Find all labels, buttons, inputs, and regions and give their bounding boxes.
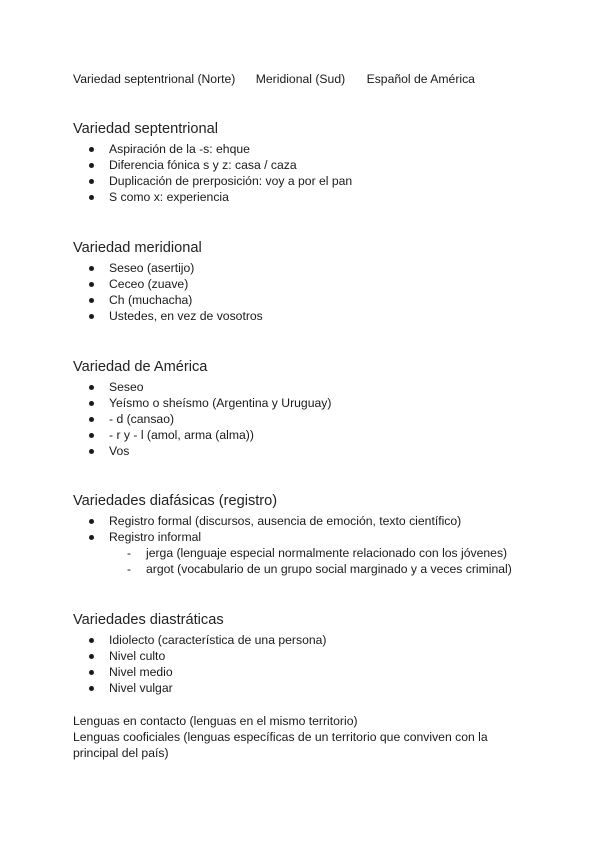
list-item: Idiolecto (característica de una persona) bbox=[73, 632, 553, 648]
bullet-icon bbox=[89, 163, 94, 168]
bullet-icon bbox=[89, 519, 94, 524]
bullet-icon bbox=[89, 670, 94, 675]
bullet-list bbox=[73, 632, 553, 696]
sub-list-item: - jerga (lenguaje especial normalmente relacionado con los jóvenes) bbox=[127, 546, 508, 560]
section-title: Variedades diastráticas bbox=[73, 612, 224, 628]
list-item: Ceceo (zuave) bbox=[73, 276, 553, 292]
bullet-list bbox=[73, 379, 553, 459]
bullet-list bbox=[73, 513, 553, 577]
list-item: Registro informal bbox=[73, 529, 553, 545]
list-item: Ustedes, en vez de vosotros bbox=[73, 308, 553, 324]
list-item: - d (cansao) bbox=[73, 411, 553, 427]
bullet-icon bbox=[89, 314, 94, 319]
list-item: Registro formal (discursos, ausencia de emoción, texto científico) bbox=[73, 513, 553, 529]
bullet-icon bbox=[89, 433, 94, 438]
list-item: Yeísmo o sheísmo (Argentina y Uruguay) bbox=[73, 395, 553, 411]
section-title: Variedad de América bbox=[73, 359, 208, 375]
bullet-icon bbox=[89, 686, 94, 691]
bullet-icon bbox=[89, 266, 94, 271]
list-item: Duplicación de prerposición: voy a por el pan bbox=[73, 173, 553, 189]
header-col-america: Español de América bbox=[366, 72, 475, 86]
bullet-icon bbox=[89, 179, 94, 184]
bullet-icon bbox=[89, 401, 94, 406]
list-item: Nivel culto bbox=[73, 648, 553, 664]
section-title: Variedad septentrional bbox=[73, 121, 218, 137]
section-america bbox=[73, 358, 553, 459]
section-diastraticas bbox=[73, 611, 553, 696]
bullet-list bbox=[73, 141, 553, 205]
list-item: Diferencia fónica s y z: casa / caza bbox=[73, 157, 553, 173]
dash-icon: - bbox=[127, 546, 132, 560]
list-item: Seseo bbox=[73, 379, 553, 395]
list-item: Aspiración de la -s: ehque bbox=[73, 141, 553, 157]
list-item: Vos bbox=[73, 443, 553, 459]
list-item: Ch (muchacha) bbox=[73, 292, 553, 308]
footer-notes bbox=[73, 713, 533, 761]
list-item: Nivel medio bbox=[73, 664, 553, 680]
bullet-list bbox=[73, 260, 553, 324]
bullet-icon bbox=[89, 449, 94, 454]
header-col-norte: Variedad septentrional (Norte) bbox=[73, 72, 236, 86]
list-item: - r y - l (amol, arma (alma)) bbox=[73, 427, 553, 443]
section-septentrional bbox=[73, 120, 553, 205]
bullet-icon bbox=[89, 385, 94, 390]
section-title: Variedades diafásicas (registro) bbox=[73, 493, 278, 509]
header-col-sud: Meridional (Sud) bbox=[255, 72, 346, 86]
footer-line: Lenguas cooficiales (lenguas específicas de un territorio que conviven con la principal del país) bbox=[73, 730, 488, 760]
section-diafasicas bbox=[73, 492, 553, 577]
section-meridional bbox=[73, 239, 553, 324]
bullet-icon bbox=[89, 147, 94, 152]
bullet-icon bbox=[89, 282, 94, 287]
bullet-icon bbox=[89, 638, 94, 643]
bullet-icon bbox=[89, 195, 94, 200]
bullet-icon bbox=[89, 654, 94, 659]
header-line bbox=[73, 71, 475, 87]
bullet-icon bbox=[89, 298, 94, 303]
footer-line: Lenguas en contacto (lenguas en el mismo territorio) bbox=[73, 714, 358, 728]
dash-icon: - bbox=[127, 562, 132, 576]
list-item: Seseo (asertijo) bbox=[73, 260, 553, 276]
section-title: Variedad meridional bbox=[73, 240, 202, 256]
list-item: Nivel vulgar bbox=[73, 680, 553, 696]
sub-list-item: - argot (vocabulario de un grupo social marginado y a veces criminal) bbox=[127, 562, 512, 576]
list-item: S como x: experiencia bbox=[73, 189, 553, 205]
bullet-icon bbox=[89, 417, 94, 422]
bullet-icon bbox=[89, 535, 94, 540]
